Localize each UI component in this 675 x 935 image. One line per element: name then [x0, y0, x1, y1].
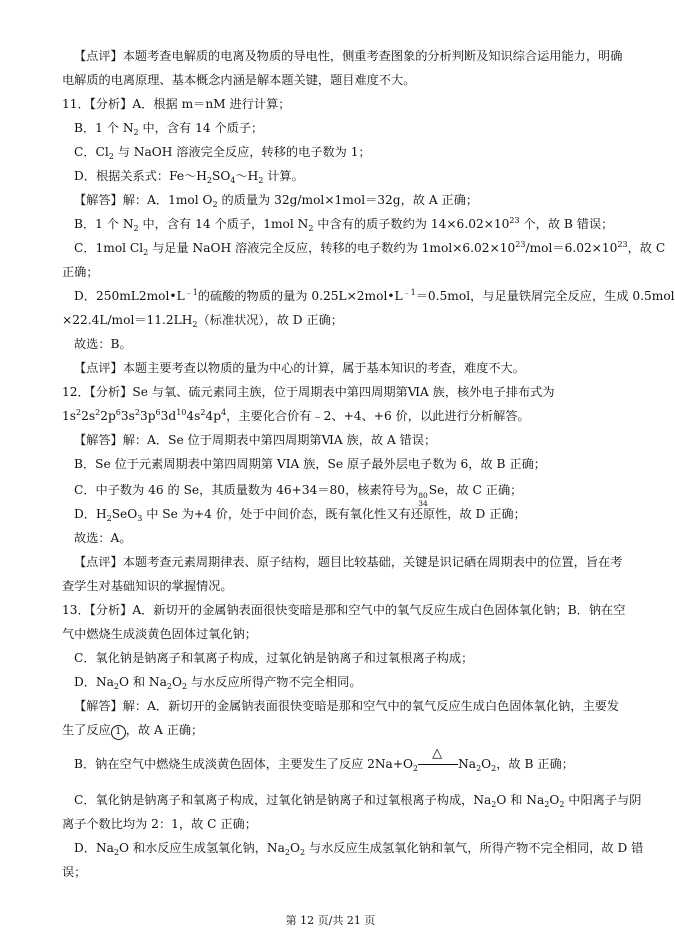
answer-line: $\times 22.4L/mol=11.2LH_2$（标准状况），故 D 正确； [62, 313, 343, 329]
answer-line: D．$Na_2O$ 和水反应生成氢氧化钠，$Na_2O_2$ 与水反应生成氢氧化钠和氧气，所得产物不完全相同，故 D 错 [74, 841, 644, 857]
answer-choice: 故选：A。 [74, 531, 132, 545]
answer-choice: 故选：B。 [74, 337, 132, 351]
analysis-line: C．$Cl_2$ 与 NaOH 溶液完全反应，转移的电子数为 1； [74, 145, 371, 161]
analysis-line: 气中燃烧生成淡黄色固体过氧化钠； [62, 627, 257, 641]
analysis-line: C．氧化钠是钠离子和氧离子构成，过氧化钠是钠离子和过氧根离子构成； [74, 651, 474, 665]
analysis-line: D．根据关系式：$Fe\sim H_2SO_4\sim H_2$ 计算。 [74, 169, 304, 185]
answer-line: 【解答】解：A．1mol $O_2$ 的质量为 32g/mol×1mol＝32g，故 A 正确； [74, 193, 479, 209]
comment-line: 查学生对基础知识的掌握情况。 [62, 579, 233, 593]
answer-line: C．氧化钠是钠离子和氧离子构成，过氧化钠是钠离子和过氧根离子构成，$Na_2O$ 和 $Na_2O_2$ 中阳离子与阴 [74, 793, 642, 809]
answer-line: C．1mol $Cl_2$ 与足量 NaOH 溶液完全反应，转移的电子数约为 $1mol\times 6.02\times 10^{23}/mol=6.02\times 10^{23}$，故 C [74, 240, 666, 257]
circled-number: 1 [111, 725, 126, 740]
answer-line: D．$250mL2mol•L^{﹣1}$的硫酸的物质的量为 $0.25L\times 2mol•L^{﹣1}=0.5mol$，与足量铁屑完全反应，生成 0.5mol [74, 288, 675, 303]
question-12-analysis: 12．【分析】Se 与氧、硫元素同主族，位于周期表中第四周期第ⅥA 族，核外电子排布式为 [62, 385, 555, 399]
question-11-analysis: 11．【分析】A．根据 m＝nM 进行计算； [62, 97, 291, 111]
answer-line: 正确； [62, 265, 99, 279]
comment-line: 【点评】本题考查电解质的电离及物质的导电性，侧重考查图象的分析判断及知识综合运用能力，明确 [74, 49, 623, 63]
answer-line: 误； [62, 865, 87, 879]
comment-line: 【点评】本题主要考查以物质的量为中心的计算，属于基本知识的考查，难度不大。 [74, 361, 525, 375]
answer-line: B．钠在空气中燃烧生成淡黄色固体，主要发生了反应 $2Na+O_2$ △ $Na_2O_2$，故 B 正确； [74, 746, 574, 773]
question-13-analysis: 13．【分析】A．新切开的金属钠表面很快变暗是那和空气中的氧气反应生成白色固体氧化钠；B．钠在空 [62, 603, 626, 617]
isotope-notation: 80 34 [418, 491, 428, 508]
comment-line: 【点评】本题考查元素周期律表、原子结构，题目比较基础，关键是识记硒在周期表中的位置，旨在考 [74, 555, 623, 569]
answer-line: B．Se 位于元素周期表中第四周期第 VIA 族，Se 原子最外层电子数为 6，故 B 正确； [74, 457, 546, 471]
heat-triangle-icon: △ [432, 746, 443, 761]
analysis-line: B．1 个 $N_2$ 中，含有 14 个质子； [74, 121, 264, 137]
analysis-line: $1s^22s^22p^63s^23p^63d^{10}4s^24p^4$，主要化合价有﹣2、+4、+6 价，以此进行分析解答。 [62, 408, 530, 423]
answer-line: 【解答】解：A．Se 位于周期表中第四周期第ⅥA 族，故 A 错误； [74, 433, 437, 447]
answer-line: C．中子数为 46 的 Se，其质量数为 46+34＝80，核素符号为 80 34 Se，故 C 正确； [74, 483, 523, 508]
page-footer: 第 12 页/共 21 页 [285, 914, 376, 927]
answer-line: D．$H_2SeO_3$ 中 Se 为+4 价，处于中间价态，既有氧化性又有还原性，故 D 正确； [74, 507, 526, 523]
analysis-line: D．$Na_2O$ 和 $Na_2O_2$ 与水反应所得产物不完全相同。 [74, 675, 362, 691]
answer-line: 离子个数比均为 2：1，故 C 正确； [62, 817, 257, 831]
answer-line: 生了反应 1 ，故 A 正确； [62, 722, 203, 740]
answer-line: B．1 个 $N_2$ 中，含有 14 个质子，1mol $N_2$ 中含有的质子数约为 $14\times 6.02\times 10^{23}$ 个，故 B 错误； [74, 216, 614, 233]
answer-line: 【解答】解：A．新切开的金属钠表面很快变暗是那和空气中的氧气反应生成白色固体氧化钠，主要发 [74, 699, 620, 713]
comment-line: 电解质的电离原理、基本概念内涵是解本题关键，题目难度不大。 [62, 73, 416, 87]
heating-reaction-arrow [418, 746, 458, 770]
